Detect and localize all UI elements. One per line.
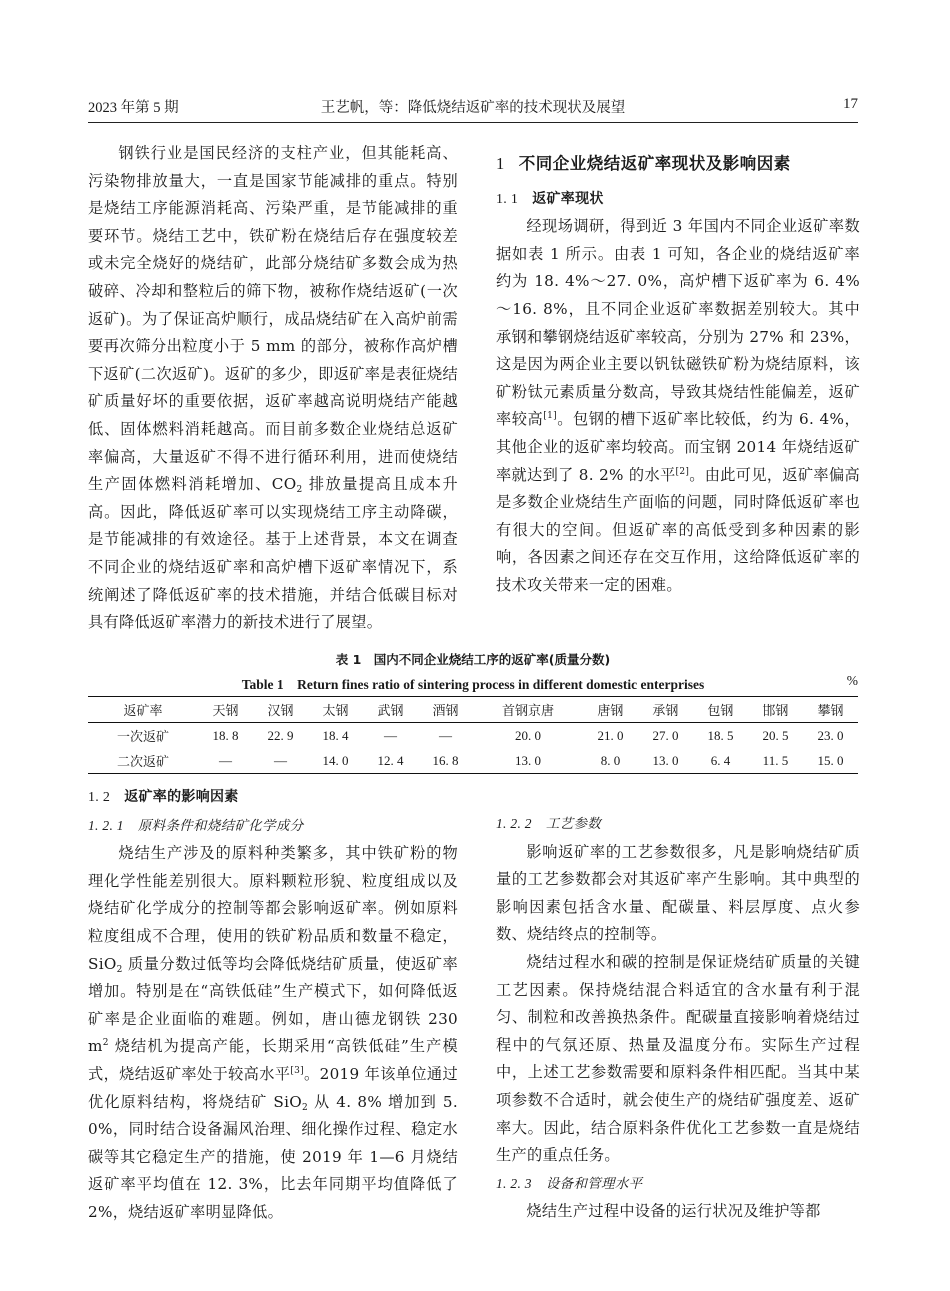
table-cell: 16. 8 (432, 752, 459, 768)
section-1-2-2-heading: 1. 2. 2 工艺参数 (496, 816, 602, 832)
table-header-cell: 汉钢 (267, 703, 294, 718)
table-cell: 27. 0 (652, 727, 679, 743)
table-header-row (88, 697, 858, 723)
table-header-cell: 承钢 (652, 703, 679, 718)
section-1-2-1-paragraph: 烧结生产涉及的原料种类繁多，其中铁矿粉的物理化学性能差别很大。原料颗粒形貌、粒度组成以及烧结矿化学成分的控制等都会影响返矿率。例如原料粒度组成不合理，使用的铁矿粉品质和数量不稳定，SiO$_2$ 质量分数过低等均会降低烧结矿质量，使返矿率增加。特别是在“高铁低硅”生产模式下，如何降低返矿率是企业面临的难题。例如，唐山德龙钢铁 230 $m^2$ 烧结机为提高产能，长期采用“高铁低硅”生产模式，烧结返矿率处于较高水平[3]。2019 年该单位通过优化原料结构，将烧结矿 SiO$_2$ 从 4. 8% 增加到 5. 0%，同时结合设备漏风治理、细化操作过程、稳定水碳等其它稳定生产的措施，使 2019 年 1—6 月烧结返矿率平均值在 12. 3%，比去年同期平均值降低了 2%，烧结返矿率明显降低。 (88, 844, 458, 1221)
table-cell: 18. 4 (322, 727, 349, 743)
header-rule (88, 122, 858, 123)
table-cell: 14. 0 (322, 752, 349, 768)
table-header-cell: 天钢 (212, 703, 239, 718)
table-cell: — (383, 727, 397, 743)
section-1-2-heading: 1. 2 返矿率的影响因素 (88, 789, 239, 805)
running-header (88, 96, 858, 120)
table-cell: — (438, 727, 452, 743)
table-cell: 13. 0 (652, 752, 679, 768)
table-cell: 18. 8 (212, 727, 239, 743)
table-1-caption-zh: 表 1 国内不同企业烧结工序的返矿率(质量分数) (335, 652, 611, 667)
table-cell: 12. 4 (377, 752, 404, 768)
table-header-cell: 攀钢 (817, 703, 844, 718)
table-header-cell: 返矿率 (123, 703, 163, 718)
section-1-heading: 1 不同企业烧结返矿率现状及影响因素 (496, 154, 791, 173)
section-1-1-heading: 1. 1 返矿率现状 (496, 190, 604, 207)
page-number: 17 (843, 96, 858, 112)
table-header-cell: 包钢 (707, 703, 734, 718)
table-1-caption-en: Table 1 Return fines ratio of sintering process in different domestic enterprises (241, 677, 705, 692)
body-column-left (88, 784, 458, 1227)
table-cell: 13. 0 (514, 752, 541, 768)
journal-issue: 2023 年第 5 期 (88, 100, 179, 116)
table-row (88, 748, 858, 774)
section-1-2-1-heading: 1. 2. 1 原料条件和烧结矿化学成分 (88, 817, 304, 834)
table-cell: 二次返矿 (116, 754, 169, 769)
table-cell: — (273, 752, 287, 768)
intro-column-left (88, 140, 458, 637)
table-header-cell: 武钢 (377, 703, 404, 718)
table-cell: 20. 5 (762, 727, 789, 743)
table-cell: 11. 5 (762, 752, 789, 768)
table-cell: 18. 5 (707, 727, 734, 743)
section-1-1-paragraph: 经现场调研，得到近 3 年国内不同企业返矿率数据如表 1 所示。由表 1 可知，各企业的烧结返矿率约为 18. 4%～27. 0%，高炉槽下返矿率为 6. 4%～16. 8%，且不同企业返矿率数据差别较大。其中承钢和攀钢烧结返矿率较高，分别为 27% 和 23%，这是因为两企业主要以钒钛磁铁矿粉为烧结原料，该矿粉钛元素质量分数高，导致其烧结性能偏差，返矿率较高[1]。包钢的槽下返矿率比较低，约为 6. 4%，其他企业的返矿率均较高。而宝钢 2014 年烧结返矿率就达到了 8. 2% 的水平[2]。由此可见，返矿率偏高是多数企业烧结生产面临的问题，同时降低返矿率也有很大的空间。但返矿率的高低受到多种因素的影响，各因素之间还存在交互作用，这给降低返矿率的技术攻关带来一定的困难。 (496, 217, 861, 594)
table-1 (88, 696, 858, 774)
table-header-cell: 唐钢 (597, 703, 624, 718)
table-cell: 20. 0 (514, 727, 541, 743)
intro-paragraph: 钢铁行业是国民经济的支柱产业，但其能耗高、污染物排放量大，一直是国家节能减排的重点。特别是烧结工序能源消耗高、污染严重，是节能减排的重要环节。烧结工艺中，铁矿粉在烧结后存在强度较差或未完全烧好的烧结矿，此部分烧结矿多数会成为热破碎、冷却和整粒后的筛下物，被称作烧结返矿(一次返矿)。为了保证高炉顺行，成品烧结矿在入高炉前需要再次筛分出粒度小于 5 mm 的部分，被称作高炉槽下返矿(二次返矿)。返矿的多少，即返矿率是表征烧结矿质量好坏的重要依据，返矿率越高说明烧结产能越低、固体燃料消耗越高。而目前多数企业烧结总返矿率偏高，大量返矿不得不进行循环利用，进而使烧结生产固体燃料消耗增加、$CO_2$ 排放量提高且成本升高。因此，降低返矿率可以实现烧结工序主动降碳，是节能减排的有效途径。基于上述背景，本文在调查不同企业的烧结返矿率和高炉槽下返矿率情况下，系统阐述了降低返矿率的技术措施，并结合低碳目标对具有降低返矿率潜力的新技术进行了展望。 (88, 144, 458, 632)
running-title: 王艺帆，等：降低烧结返矿率的技术现状及展望 (320, 100, 626, 116)
section-1-2-3-paragraph: 烧结生产过程中设备的运行状况及维护等都 (526, 1202, 821, 1221)
table-1-unit: % (846, 673, 858, 688)
table-cell: 6. 4 (710, 752, 731, 768)
section-1-2-2-paragraph-2: 烧结过程水和碳的控制是保证烧结矿质量的关键工艺因素。保持烧结混合料适宜的含水量有利于混匀、制粒和改善换热条件。配碳量直接影响着烧结过程中的气氛还原、热量及温度分布。实际生产过程中，上述工艺参数需要和原料条件相匹配。当其中某项参数不合适时，就会使生产的烧结矿强度差、返矿率大。因此，结合原料条件优化工艺参数一直是烧结生产的重点任务。 (496, 952, 860, 1165)
table-cell: — (218, 752, 232, 768)
table-cell: 22. 9 (267, 727, 294, 743)
table-cell: 21. 0 (597, 727, 624, 743)
section-1-2-2-paragraph-1: 影响返矿率的工艺参数很多，凡是影响烧结矿质量的工艺参数都会对其返矿率产生影响。其中典型的影响因素包括含水量、配碳量、料层厚度、点火参数、烧结终点的控制等。 (496, 842, 860, 944)
table-header-cell: 首钢京唐 (501, 703, 554, 718)
table-header-cell: 酒钢 (432, 703, 459, 718)
section-1-2-3-heading: 1. 2. 3 设备和管理水平 (496, 1175, 643, 1192)
table-cell: 8. 0 (600, 752, 621, 768)
table-header-cell: 邯钢 (762, 703, 789, 718)
table-cell: 一次返矿 (116, 729, 169, 744)
table-cell: 23. 0 (817, 727, 844, 743)
table-row (88, 723, 858, 749)
table-header-cell: 太钢 (322, 703, 349, 718)
table-cell: 15. 0 (817, 752, 844, 768)
body-column-right (496, 810, 860, 1226)
intro-column-right (496, 140, 860, 600)
